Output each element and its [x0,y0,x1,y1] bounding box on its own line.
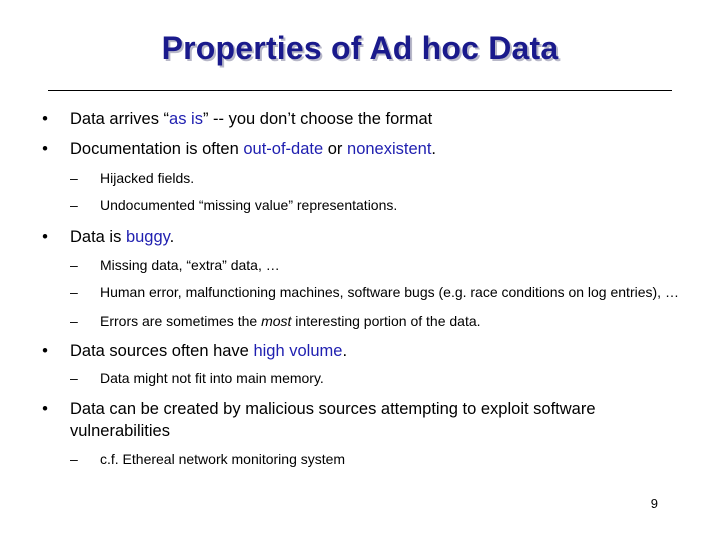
bullet-data-arrives: • Data arrives “as is” -- you don’t choose the format [20,108,690,130]
dash-icon: – [70,284,78,300]
sub-bullet-hijacked-fields: – Hijacked fields. [20,168,690,189]
dash-icon: – [70,370,78,386]
bullet-dot-icon: • [42,140,48,158]
bullet-high-volume: • Data sources often have high volume. [20,340,690,362]
highlight-out-of-date: out-of-date [243,140,324,158]
bullet-malicious-sources: • Data can be created by malicious sources attempting to exploit software vulnerabilities [20,398,690,442]
sub-bullet-undocumented: – Undocumented “missing value” representations. [20,195,690,216]
bullet-dot-icon: • [42,342,48,360]
dash-icon: – [70,197,78,213]
highlight-buggy: buggy [125,228,170,246]
page-number: 9 [650,496,658,511]
bullet-data-is-buggy: • Data is buggy. [20,226,690,248]
dash-icon: – [70,257,78,273]
slide-body [20,108,690,470]
sub-bullet-missing-data: – Missing data, “extra” data, … [20,255,690,276]
bullet-dot-icon: • [42,400,48,418]
bullet-dot-icon: • [42,110,48,128]
dash-icon: – [70,451,78,467]
sub-bullet-ethereal: – c.f. Ethereal network monitoring system [20,449,690,470]
dash-icon: – [70,170,78,186]
dash-icon: – [70,313,78,329]
bullet-documentation: • Documentation is often out-of-date or nonexistent. [20,138,690,160]
sub-bullet-main-memory: – Data might not fit into main memory. [20,368,690,389]
sub-bullet-human-error: – Human error, malfunctioning machines, software bugs (e.g. race conditions on log entries), … [20,282,690,303]
bullet-dot-icon: • [42,228,48,246]
highlight-high-volume: high volume [253,342,343,360]
highlight-nonexistent: nonexistent [347,140,432,158]
slide-title: Properties of Ad hoc Data [161,30,559,66]
sub-bullet-errors-interesting: – Errors are sometimes the most interesting portion of the data. [20,311,690,332]
emphasis-most: most [261,313,292,329]
title-divider [48,90,672,91]
highlight-as-is: as is [169,110,203,128]
